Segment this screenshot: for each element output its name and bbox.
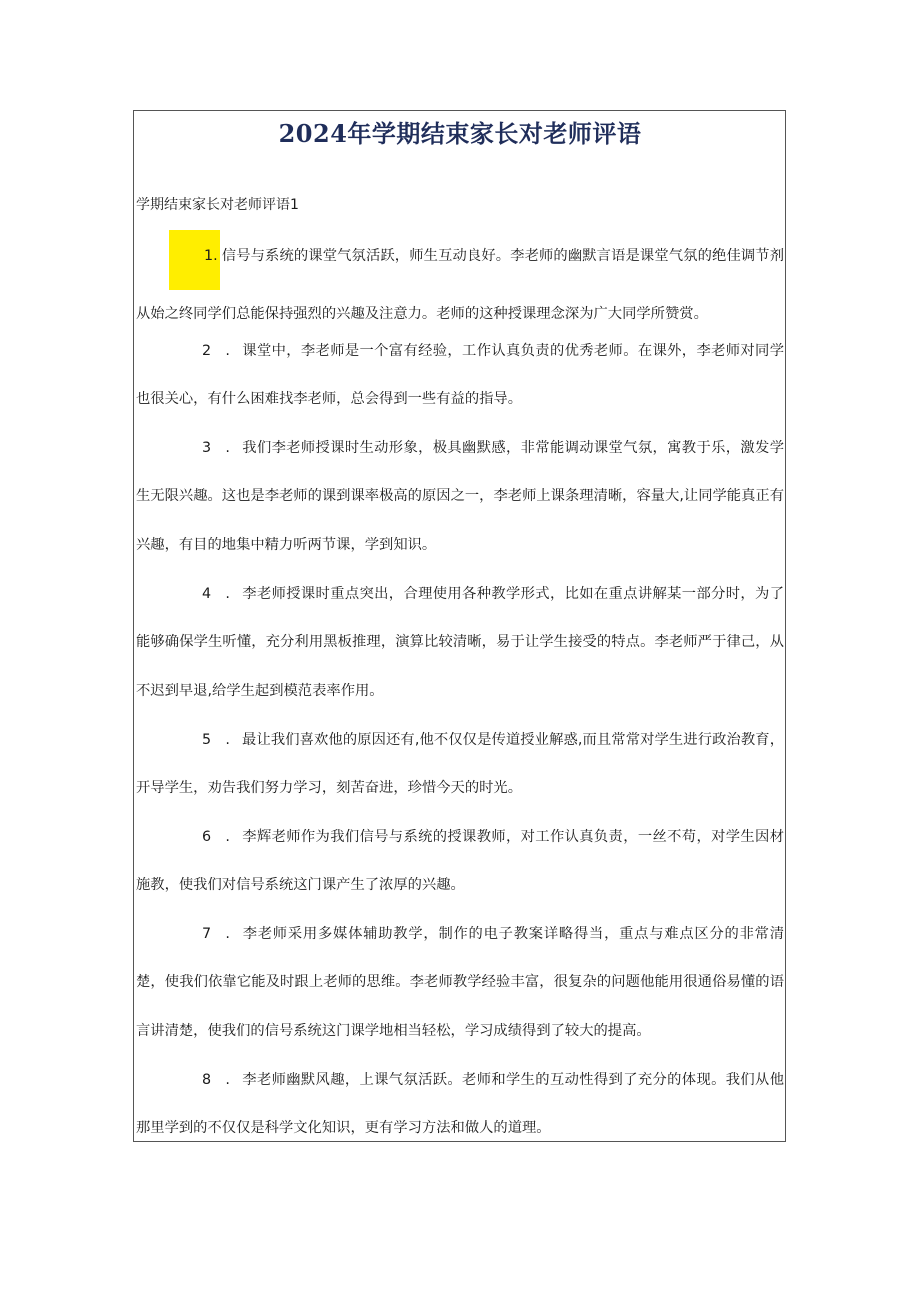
item-text: 李老师采用多媒体辅助教学，制作的电子教案详略得当，重点与难点区分的非常清楚，使我们依靠它能及时跟上老师的思维。李老师教学经验丰富，很复杂的问题他能用很通俗易懂的语言讲清楚，使我们的信号系统这门课学地相当轻松，学习成绩得到了较大的提高。 [136, 926, 784, 1039]
item-text: 李辉老师作为我们信号与系统的授课教师，对工作认真负责，一丝不苟，对学生因材施教，使我们对信号系统这门课产生了浓厚的兴趣。 [136, 829, 784, 894]
list-item-3 [136, 424, 784, 569]
item-number: 2 . [202, 343, 230, 359]
item-number: 4 . [202, 586, 230, 602]
document-title: 2024年学期结束家长对老师评语 [278, 119, 642, 148]
item-text: 李老师授课时重点突出，合理使用各种教学形式，比如在重点讲解某一部分时，为了能够确保学生听懂，充分利用黑板推理，演算比较清晰，易于让学生接受的特点。李老师严于律己，从不迟到早退,给学生起到模范表率作用。 [136, 586, 784, 699]
list-item-8 [136, 1056, 784, 1153]
item-number: 3 . [202, 440, 230, 456]
item-text: 课堂中，李老师是一个富有经验，工作认真负责的优秀老师。在课外，李老师对同学也很关心，有什么困难找李老师，总会得到一些有益的指导。 [136, 343, 784, 408]
item-number-highlighted: 1. [169, 230, 220, 290]
item-number: 8 . [202, 1072, 230, 1088]
list-item-6 [136, 813, 784, 910]
item-text: 李老师幽默风趣，上课气氛活跃。老师和学生的互动性得到了充分的体现。我们从他那里学到的不仅仅是科学文化知识，更有学习方法和做人的道理。 [136, 1072, 784, 1137]
item-number: 6 . [202, 829, 230, 845]
item-text: 我们李老师授课时生动形象，极具幽默感，非常能调动课堂气氛，寓教于乐，激发学生无限兴趣。这也是李老师的课到课率极高的原因之一，李老师上课条理清晰，容量大,让同学能真正有兴趣，有目的地集中精力听两节课，学到知识。 [136, 440, 784, 553]
list-item-4 [136, 570, 784, 715]
list-item-1 [136, 230, 784, 339]
section-heading: 学期结束家长对老师评语1 [136, 197, 299, 213]
list-item-2 [136, 327, 784, 424]
list-item-5 [136, 716, 784, 813]
item-number: 5 . [202, 732, 230, 748]
item-number: 7 . [202, 926, 230, 942]
item-text: 信号与系统的课堂气氛活跃，师生互动良好。李老师的幽默言语是课堂气氛的绝佳调节剂从始之终同学们总能保持强烈的兴趣及注意力。老师的这种授课理念深为广大同学所赞赏。 [136, 248, 784, 323]
list-item-7 [136, 910, 784, 1055]
item-text: 最让我们喜欢他的原因还有,他不仅仅是传道授业解惑,而且常常对学生进行政治教育，开导学生，劝告我们努力学习，刻苦奋进，珍惜今天的时光。 [136, 732, 784, 797]
